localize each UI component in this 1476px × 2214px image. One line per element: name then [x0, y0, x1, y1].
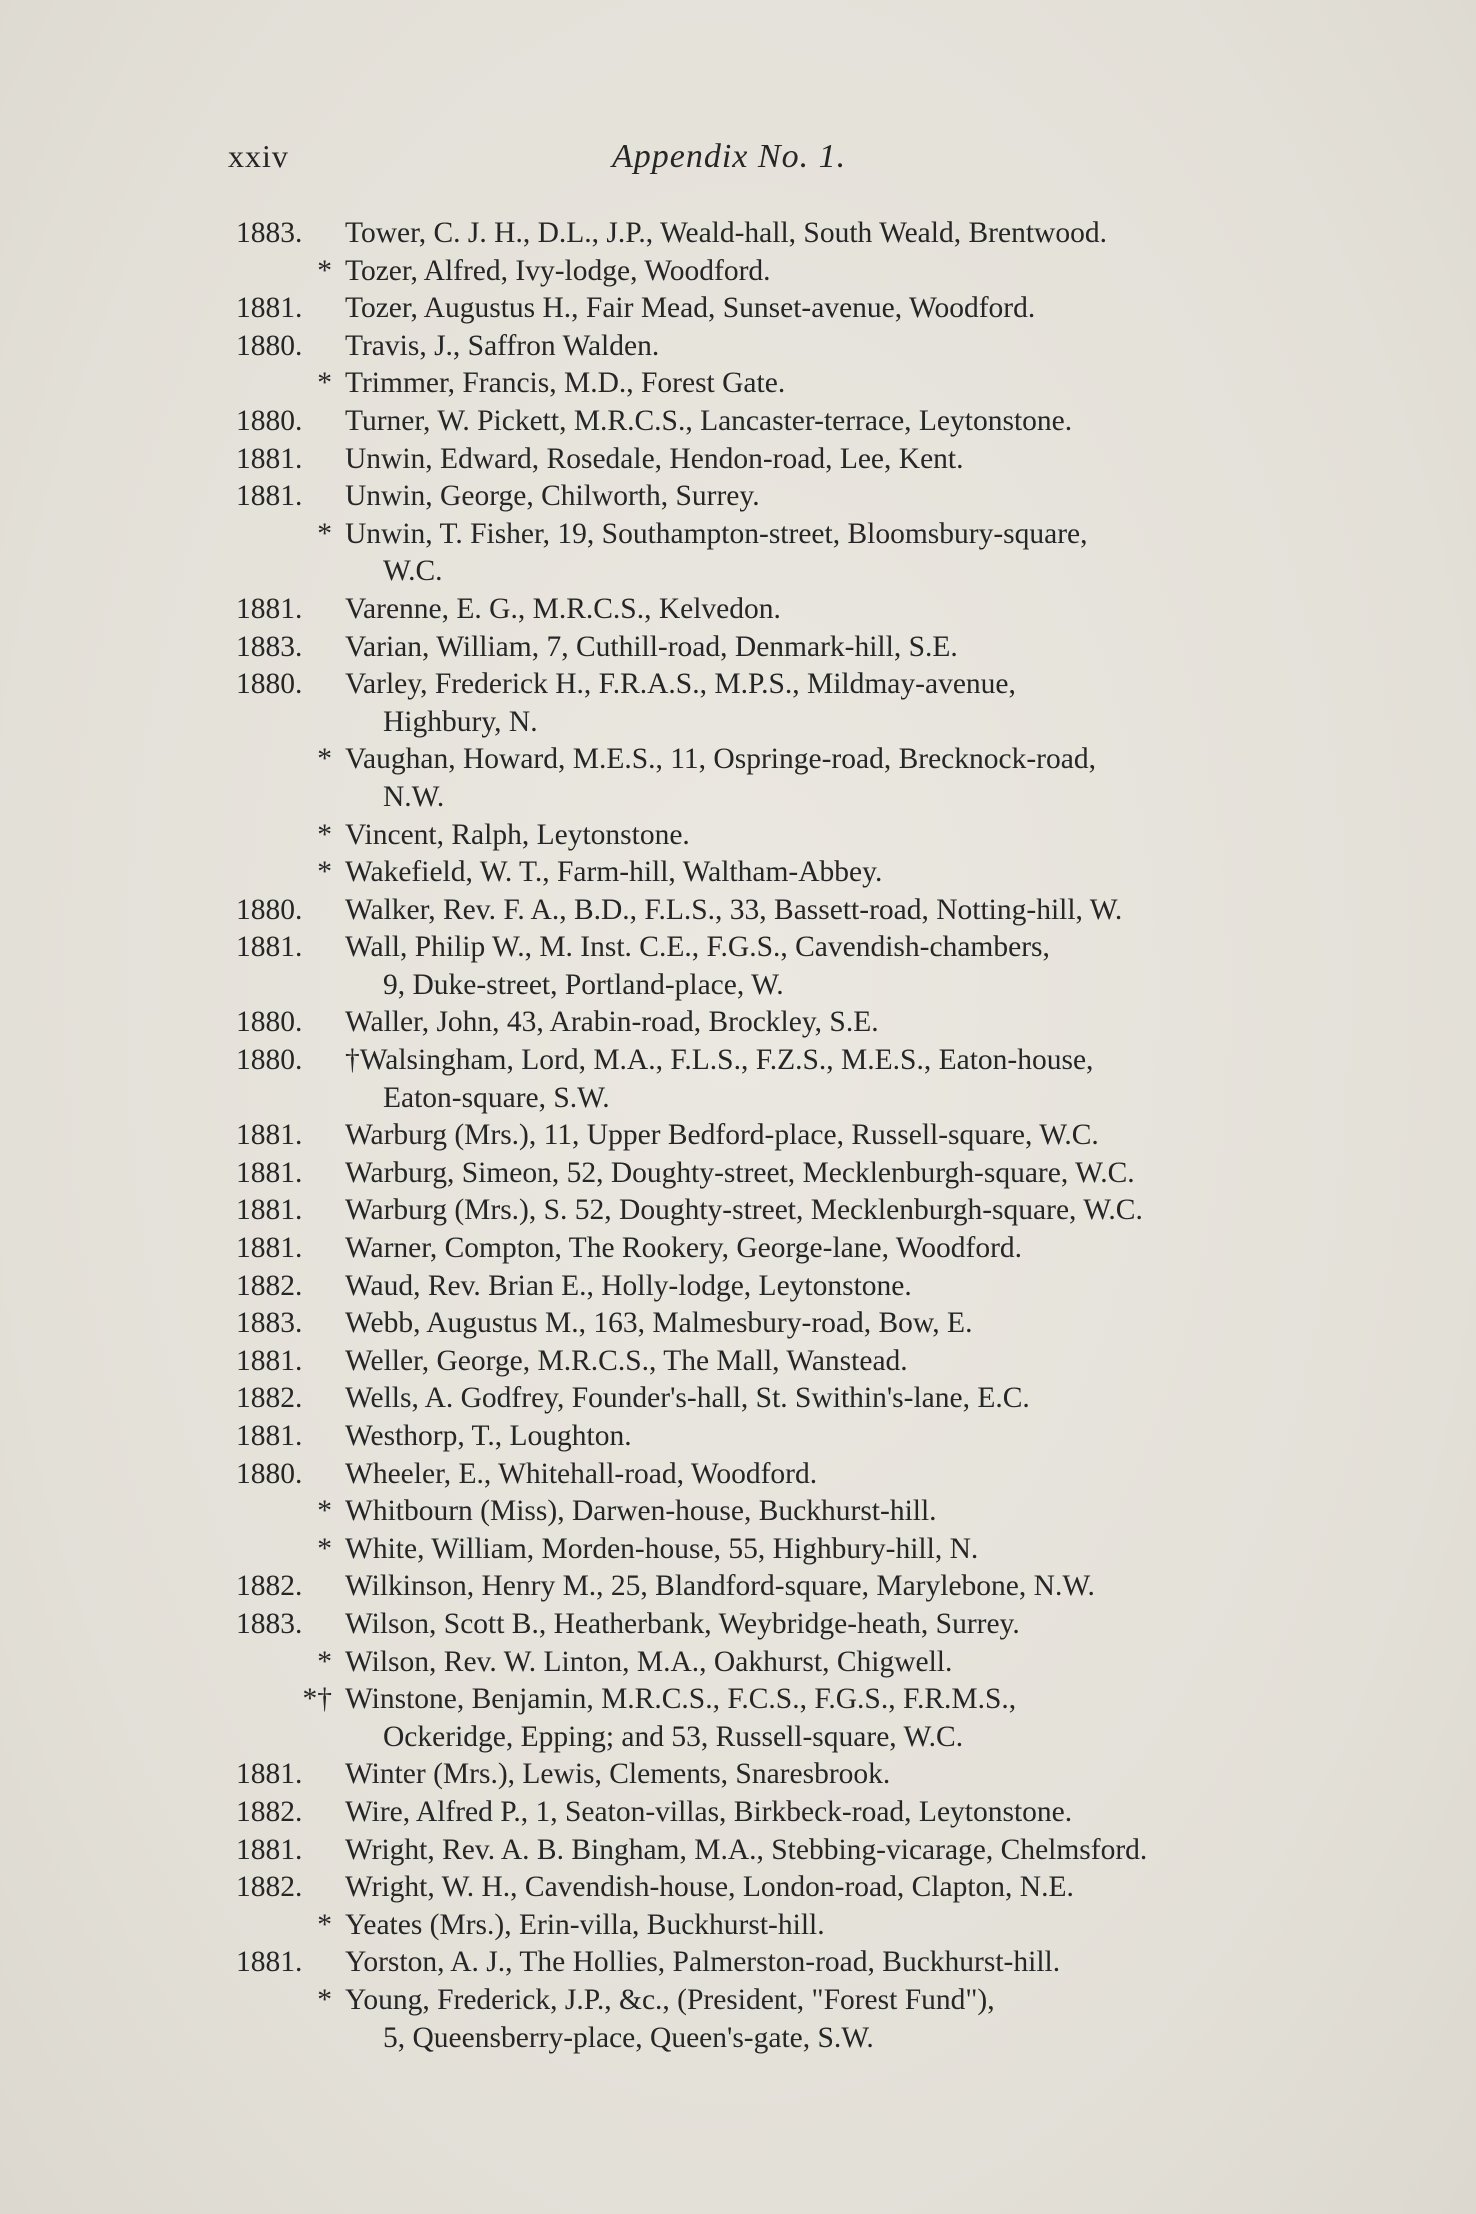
member-entry-text: Webb, Augustus M., 163, Malmesbury-road, Bow, E. — [345, 1307, 973, 1340]
member-entry-continuation: Highbury, N. — [383, 705, 538, 738]
page-number: xxiv — [228, 138, 289, 174]
member-entry-text: Yorston, A. J., The Hollies, Palmerston-road, Buckhurst-hill. — [345, 1946, 1061, 1979]
member-mark: * — [317, 818, 332, 851]
list-item — [236, 1155, 1296, 1193]
member-mark: * — [317, 1532, 332, 1565]
member-entry-text: Unwin, Edward, Rosedale, Hendon-road, Lee, Kent. — [345, 442, 964, 475]
list-item — [236, 441, 1296, 479]
list-item — [236, 1756, 1296, 1794]
member-entry-text: Wilkinson, Henry M., 25, Blandford-square, Marylebone, N.W. — [345, 1570, 1095, 1603]
member-entry-text: Varian, William, 7, Cuthill-road, Denmark-hill, S.E. — [345, 630, 958, 663]
election-year: 1882. — [236, 1871, 303, 1904]
election-year: 1882. — [236, 1382, 303, 1415]
election-year: 1880. — [236, 1044, 303, 1077]
page-header — [228, 138, 1298, 198]
election-year: 1881. — [236, 442, 303, 475]
list-item — [236, 1380, 1296, 1418]
list-item — [236, 892, 1296, 930]
list-item — [236, 666, 1296, 741]
list-item — [236, 1117, 1296, 1155]
election-year: 1883. — [236, 1307, 303, 1340]
member-entry-text: Wright, Rev. A. B. Bingham, M.A., Stebbing-vicarage, Chelmsford. — [345, 1833, 1148, 1866]
election-year: 1881. — [236, 1119, 303, 1152]
list-item — [236, 328, 1296, 366]
list-item — [236, 1681, 1296, 1756]
member-entry-text: Winstone, Benjamin, M.R.C.S., F.C.S., F.G.S., F.R.M.S., — [345, 1683, 1017, 1716]
member-entry-text: Wire, Alfred P., 1, Seaton-villas, Birkbeck-road, Leytonstone. — [345, 1795, 1073, 1828]
election-year: 1880. — [236, 1457, 303, 1490]
member-entry-text: Tozer, Augustus H., Fair Mead, Sunset-avenue, Woodford. — [345, 292, 1036, 325]
member-entry-text: Warburg (Mrs.), 11, Upper Bedford-place, Russell-square, W.C. — [345, 1119, 1099, 1152]
election-year: 1880. — [236, 404, 303, 437]
member-mark: * — [317, 1983, 332, 2016]
member-entry-text: Waller, John, 43, Arabin-road, Brockley, S.E. — [345, 1006, 879, 1039]
election-year: 1881. — [236, 480, 303, 513]
member-mark: * — [317, 856, 332, 889]
member-entry-text: Weller, George, M.R.C.S., The Mall, Wanstead. — [345, 1344, 908, 1377]
list-item — [236, 629, 1296, 667]
member-entry-text: Wheeler, E., Whitehall-road, Woodford. — [345, 1457, 818, 1490]
list-item — [236, 1531, 1296, 1569]
member-entry-text: Wright, W. H., Cavendish-house, London-road, Clapton, N.E. — [345, 1871, 1074, 1904]
election-year: 1883. — [236, 217, 303, 249]
list-item — [236, 1982, 1296, 2057]
member-entry-text: Young, Frederick, J.P., &c., (President, "Forest Fund"), — [345, 1983, 995, 2016]
member-mark: * — [317, 1645, 332, 1678]
list-item — [236, 1644, 1296, 1682]
election-year: 1882. — [236, 1795, 303, 1828]
member-entry-text: Vincent, Ralph, Leytonstone. — [345, 818, 690, 851]
member-entry-continuation: Ockeridge, Epping; and 53, Russell-square, W.C. — [383, 1720, 964, 1753]
member-entry-text: Vaughan, Howard, M.E.S., 11, Ospringe-road, Brecknock-road, — [345, 743, 1096, 776]
member-entry-continuation: N.W. — [383, 780, 445, 813]
list-item — [236, 817, 1296, 855]
election-year: 1881. — [236, 1946, 303, 1979]
member-list — [236, 215, 1296, 2057]
list-item — [236, 516, 1296, 591]
list-item — [236, 1305, 1296, 1343]
election-year: 1882. — [236, 1269, 303, 1302]
member-entry-text: Varenne, E. G., M.R.C.S., Kelvedon. — [345, 592, 781, 625]
election-year: 1880. — [236, 329, 303, 362]
member-mark: * — [317, 1908, 332, 1941]
member-entry-text: Wells, A. Godfrey, Founder's-hall, St. Swithin's-lane, E.C. — [345, 1382, 1030, 1415]
list-item — [236, 929, 1296, 1004]
election-year: 1881. — [236, 592, 303, 625]
list-item — [236, 1192, 1296, 1230]
list-item — [236, 1794, 1296, 1832]
member-entry-text: †Walsingham, Lord, M.A., F.L.S., F.Z.S., M.E.S., Eaton-house, — [345, 1044, 1094, 1077]
list-item — [236, 478, 1296, 516]
list-item — [236, 215, 1296, 253]
election-year: 1883. — [236, 630, 303, 663]
member-entry-text: Trimmer, Francis, M.D., Forest Gate. — [345, 367, 786, 400]
list-item — [236, 1343, 1296, 1381]
member-entry-text: Warner, Compton, The Rookery, George-lane, Woodford. — [345, 1232, 1023, 1265]
member-entry-text: Wilson, Scott B., Heatherbank, Weybridge-heath, Surrey. — [345, 1607, 1020, 1640]
list-item — [236, 1418, 1296, 1456]
member-entry-text: Unwin, T. Fisher, 19, Southampton-street, Bloomsbury-square, — [345, 517, 1088, 550]
election-year: 1880. — [236, 1006, 303, 1039]
list-item — [236, 1268, 1296, 1306]
list-item — [236, 365, 1296, 403]
election-year: 1881. — [236, 1232, 303, 1265]
member-entry-continuation: 5, Queensberry-place, Queen's-gate, S.W. — [383, 2021, 874, 2054]
list-item — [236, 1004, 1296, 1042]
election-year: 1883. — [236, 1607, 303, 1640]
running-title: Appendix No. 1. — [612, 138, 847, 175]
member-entry-continuation: Eaton-square, S.W. — [383, 1081, 610, 1114]
list-item — [236, 1606, 1296, 1644]
member-entry-text: Whitbourn (Miss), Darwen-house, Buckhurst-hill. — [345, 1495, 937, 1528]
list-item — [236, 854, 1296, 892]
election-year: 1880. — [236, 893, 303, 926]
member-entry-text: Wilson, Rev. W. Linton, M.A., Oakhurst, Chigwell. — [345, 1645, 953, 1678]
member-entry-text: Walker, Rev. F. A., B.D., F.L.S., 33, Bassett-road, Notting-hill, W. — [345, 893, 1123, 926]
member-entry-text: Warburg (Mrs.), S. 52, Doughty-street, Mecklenburgh-square, W.C. — [345, 1194, 1143, 1227]
list-item — [236, 1042, 1296, 1117]
election-year: 1881. — [236, 292, 303, 325]
member-entry-text: Yeates (Mrs.), Erin-villa, Buckhurst-hill. — [345, 1908, 825, 1941]
election-year: 1881. — [236, 1833, 303, 1866]
election-year: 1881. — [236, 1156, 303, 1189]
election-year: 1881. — [236, 1344, 303, 1377]
list-item — [236, 1907, 1296, 1945]
list-item — [236, 1869, 1296, 1907]
member-entry-text: White, William, Morden-house, 55, Highbury-hill, N. — [345, 1532, 979, 1565]
list-item — [236, 591, 1296, 629]
member-entry-text: Waud, Rev. Brian E., Holly-lodge, Leytonstone. — [345, 1269, 912, 1302]
list-item — [236, 1230, 1296, 1268]
member-entry-text: Westhorp, T., Loughton. — [345, 1420, 632, 1452]
member-entry-text: Unwin, George, Chilworth, Surrey. — [345, 480, 760, 513]
member-entry-text: Winter (Mrs.), Lewis, Clements, Snaresbrook. — [345, 1758, 891, 1791]
list-item — [236, 1493, 1296, 1531]
member-entry-text: Varley, Frederick H., F.R.A.S., M.P.S., Mildmay-avenue, — [345, 668, 1016, 701]
member-entry-continuation: W.C. — [383, 555, 443, 588]
member-entry-text: Tower, C. J. H., D.L., J.P., Weald-hall, South Weald, Brentwood. — [345, 217, 1107, 249]
member-mark: * — [317, 367, 332, 400]
member-entry-continuation: 9, Duke-street, Portland-place, W. — [383, 968, 784, 1001]
election-year: 1881. — [236, 1420, 303, 1452]
member-mark: * — [317, 1495, 332, 1528]
list-item — [236, 253, 1296, 291]
member-entry-text: Wakefield, W. T., Farm-hill, Waltham-Abbey. — [345, 856, 883, 889]
election-year: 1881. — [236, 1758, 303, 1791]
list-item — [236, 1568, 1296, 1606]
list-item — [236, 741, 1296, 816]
list-item — [236, 290, 1296, 328]
member-mark: * — [317, 517, 332, 550]
list-item — [236, 403, 1296, 441]
member-mark: *† — [302, 1683, 332, 1716]
member-entry-text: Turner, W. Pickett, M.R.C.S., Lancaster-terrace, Leytonstone. — [345, 404, 1073, 437]
list-item — [236, 1832, 1296, 1870]
member-entry-text: Tozer, Alfred, Ivy-lodge, Woodford. — [345, 254, 771, 287]
member-mark: * — [317, 743, 332, 776]
list-item — [236, 1456, 1296, 1494]
election-year: 1882. — [236, 1570, 303, 1603]
member-entry-text: Wall, Philip W., M. Inst. C.E., F.G.S., Cavendish-chambers, — [345, 931, 1050, 964]
member-entry-text: Travis, J., Saffron Walden. — [345, 329, 660, 362]
election-year: 1881. — [236, 931, 303, 964]
election-year: 1881. — [236, 1194, 303, 1227]
list-item — [236, 1944, 1296, 1982]
member-mark: * — [317, 254, 332, 287]
election-year: 1880. — [236, 668, 303, 701]
member-entry-text: Warburg, Simeon, 52, Doughty-street, Mecklenburgh-square, W.C. — [345, 1156, 1135, 1189]
